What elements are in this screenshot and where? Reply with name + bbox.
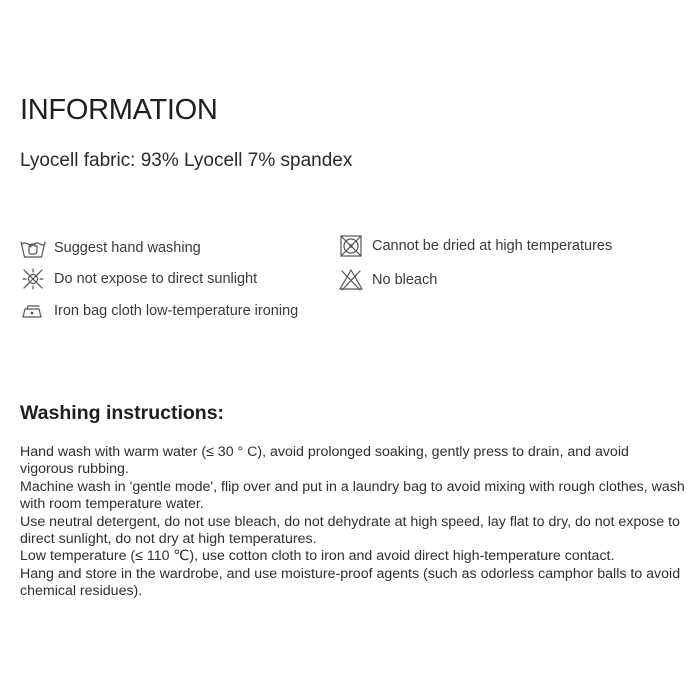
hand-wash-icon [20, 237, 46, 259]
care-label: Cannot be dried at high temperatures [372, 238, 613, 254]
no-sunlight-icon [20, 268, 46, 290]
care-item-no-tumble-dry [338, 235, 612, 257]
no-tumble-dry-icon [338, 235, 364, 257]
no-bleach-icon [338, 269, 364, 291]
fabric-composition: Lyocell fabric: 93% Lyocell 7% spandex [20, 150, 353, 171]
care-label: Suggest hand washing [54, 240, 201, 256]
care-label: Do not expose to direct sunlight [54, 271, 258, 287]
care-item-no-sunlight [20, 268, 257, 290]
washing-paragraph: Hand wash with warm water (≤ 30 ° C), avoid prolonged soaking, gently press to drain, and avoid vigorous rubbing. [20, 444, 629, 478]
washing-paragraph: Machine wash in 'gentle mode', flip over and put in a laundry bag to avoid mixing with rough clothes, wash with room temperature water. [20, 478, 685, 513]
washing-paragraph: Hang and store in the wardrobe, and use moisture-proof agents (such as odorless camphor balls to avoid chemical residues). [20, 565, 681, 600]
iron-icon [20, 300, 46, 322]
washing-instructions [20, 444, 685, 601]
washing-paragraph: Low temperature (≤ 110 ℃), use cotton cloth to iron and avoid direct high-temperature contact. [20, 548, 615, 565]
info-title: INFORMATION [20, 94, 218, 126]
care-label: Iron bag cloth low-temperature ironing [54, 303, 299, 319]
care-label: No bleach [372, 272, 438, 288]
care-item-hand-wash [20, 237, 201, 259]
care-item-iron [20, 300, 298, 322]
washing-title: Washing instructions: [20, 402, 225, 424]
washing-paragraph: Use neutral detergent, do not use bleach, do not dehydrate at high speed, lay flat to dry, do not expose to direct sunlight, do not dry at high temperatures. [20, 513, 680, 548]
care-item-no-bleach [338, 269, 437, 291]
